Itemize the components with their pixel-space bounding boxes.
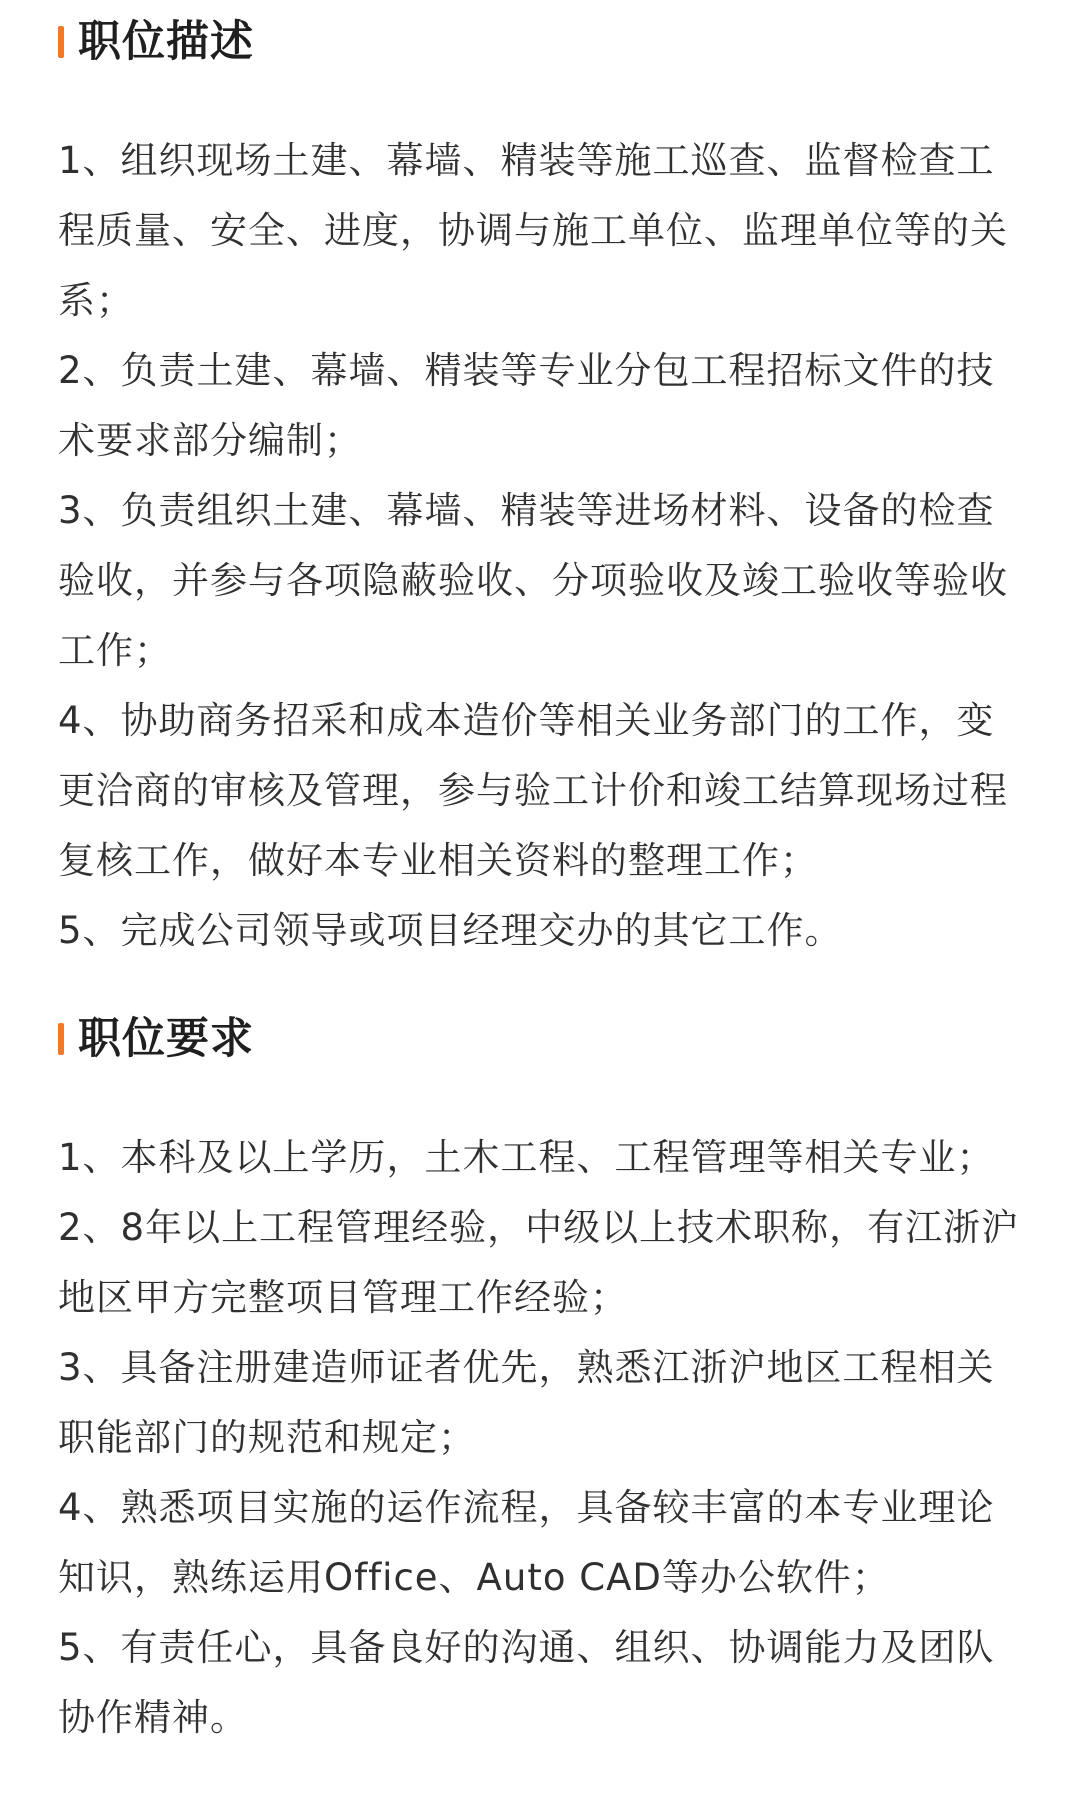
list-item: 2、负责土建、幕墙、精装等专业分包工程招标文件的技术要求部分编制； [58,349,995,462]
job-description-list [58,126,1032,966]
job-requirements-section [58,1011,1032,1753]
list-item: 4、熟悉项目实施的运作流程，具备较丰富的本专业理论知识，熟练运用Office、Auto CAD等办公软件； [58,1486,995,1599]
list-item: 1、本科及以上学历，土木工程、工程管理等相关专业； [58,1136,995,1179]
job-requirements-title: 职位要求 [78,1014,254,1064]
list-item: 5、有责任心，具备良好的沟通、组织、协调能力及团队协作精神。 [58,1626,995,1739]
list-item: 3、负责组织土建、幕墙、精装等进场材料、设备的检查验收，并参与各项隐蔽验收、分项验收及竣工验收等验收工作； [58,489,1008,672]
job-requirements-list [58,1123,1032,1753]
job-description-title: 职位描述 [78,17,254,67]
list-item: 3、具备注册建造师证者优先，熟悉江浙沪地区工程相关职能部门的规范和规定； [58,1346,995,1459]
list-item: 1、组织现场土建、幕墙、精装等施工巡查、监督检查工程质量、安全、进度，协调与施工单位、监理单位等的关系； [58,139,1008,322]
job-requirements-header [58,1011,1032,1067]
section-accent-bar [58,1023,64,1055]
section-accent-bar [58,26,64,58]
list-item: 2、8年以上工程管理经验，中级以上技术职称，有江浙沪地区甲方完整项目管理工作经验； [58,1206,1020,1319]
list-item: 4、协助商务招采和成本造价等相关业务部门的工作，变更洽商的审核及管理，参与验工计价和竣工结算现场过程复核工作，做好本专业相关资料的整理工作； [58,699,1008,882]
job-description-section [58,14,1032,966]
list-item: 5、完成公司领导或项目经理交办的其它工作。 [58,909,843,952]
job-description-header [58,14,1032,70]
